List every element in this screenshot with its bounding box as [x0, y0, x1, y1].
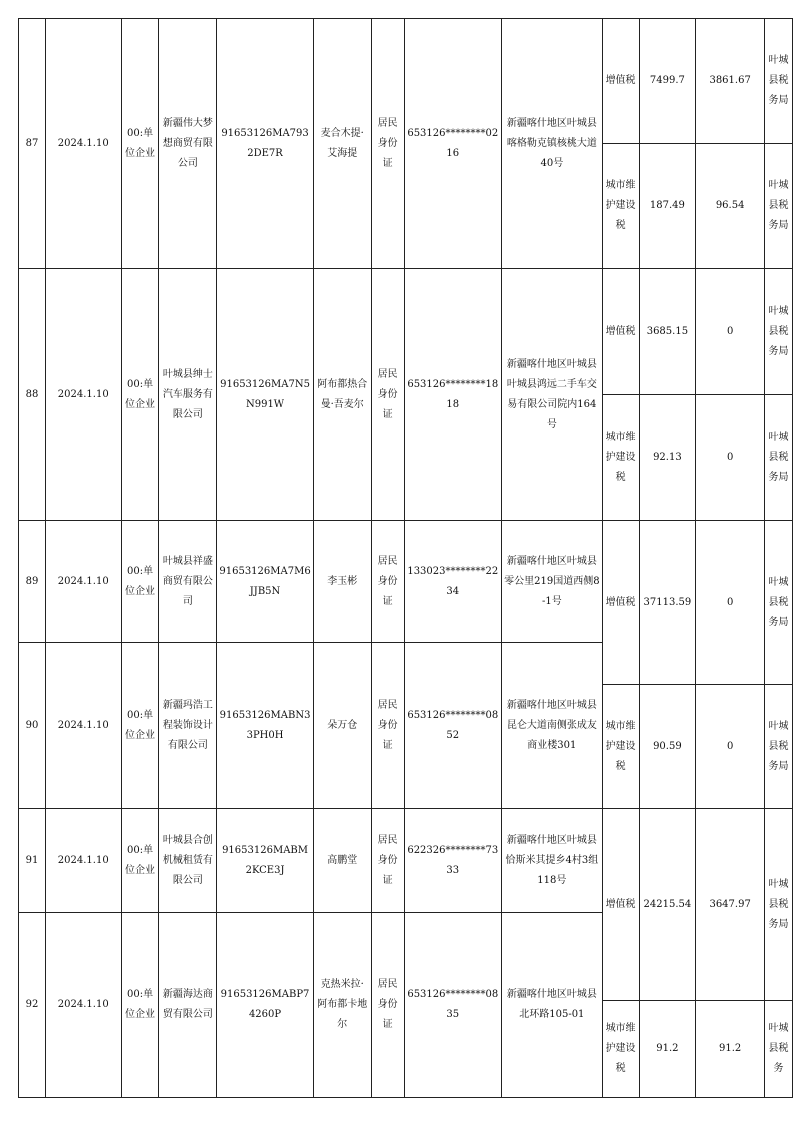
id-number: 133023********2234 [404, 521, 502, 643]
credit-code: 91653126MA7N5N991W [217, 269, 314, 521]
record-date: 2024.1.10 [45, 521, 121, 643]
id-type: 居民身份证 [371, 809, 404, 913]
tax-amount-due: 0 [696, 395, 765, 521]
row-number: 91 [19, 809, 46, 913]
table-row [19, 269, 793, 395]
address: 新疆喀什地区叶城县恰斯米其提乡4村3组118号 [502, 809, 603, 913]
id-number: 653126********0835 [404, 913, 502, 1098]
legal-person: 高鹏堂 [313, 809, 371, 913]
table-row [19, 521, 793, 643]
id-type: 居民身份证 [371, 643, 404, 809]
tax-office: 叶城县税务局 [765, 395, 793, 521]
address: 新疆喀什地区叶城县昆仑大道南侧张成友商业楼301 [502, 643, 603, 809]
tax-amount: 92.13 [639, 395, 696, 521]
row-number: 90 [19, 643, 46, 809]
id-type: 居民身份证 [371, 521, 404, 643]
tax-kind: 增值税 [602, 521, 639, 685]
tax-amount-due: 3861.67 [696, 19, 765, 144]
id-type: 居民身份证 [371, 19, 404, 269]
tax-office: 叶城县税务局 [765, 521, 793, 685]
tax-office: 叶城县税务 [765, 1001, 793, 1098]
address: 新疆喀什地区叶城县喀格勒克镇核桃大道40号 [502, 19, 603, 269]
tax-amount: 24215.54 [639, 809, 696, 1001]
tax-kind: 增值税 [602, 809, 639, 1001]
company-name: 叶城县合创机械租赁有限公司 [159, 809, 217, 913]
table-row [19, 809, 793, 913]
company-name: 新疆海达商贸有限公司 [159, 913, 217, 1098]
row-number: 87 [19, 19, 46, 269]
table-row [19, 19, 793, 144]
legal-person: 李玉彬 [313, 521, 371, 643]
id-number: 622326********7333 [404, 809, 502, 913]
id-type: 居民身份证 [371, 913, 404, 1098]
tax-table [18, 18, 793, 1098]
credit-code: 91653126MA7M6JJB5N [217, 521, 314, 643]
entity-type: 00:单位企业 [121, 269, 159, 521]
company-name: 叶城县祥盛商贸有限公司 [159, 521, 217, 643]
tax-kind: 城市维护建设税 [602, 144, 639, 269]
company-name: 叶城县绅士汽车服务有限公司 [159, 269, 217, 521]
row-number: 89 [19, 521, 46, 643]
credit-code: 91653126MA7932DE7R [217, 19, 314, 269]
company-name: 新疆玛浩工程装饰设计有限公司 [159, 643, 217, 809]
address: 新疆喀什地区叶城县北环路105-01 [502, 913, 603, 1098]
entity-type: 00:单位企业 [121, 521, 159, 643]
legal-person: 克热米拉·阿布都卡地尔 [313, 913, 371, 1098]
tax-amount-due: 96.54 [696, 144, 765, 269]
record-date: 2024.1.10 [45, 19, 121, 269]
tax-office: 叶城县税务局 [765, 809, 793, 1001]
legal-person: 麦合木提·艾海提 [313, 19, 371, 269]
credit-code: 91653126MABM2KCE3J [217, 809, 314, 913]
address: 新疆喀什地区叶城县零公里219国道西侧8-1号 [502, 521, 603, 643]
tax-amount-due: 3647.97 [696, 809, 765, 1001]
credit-code: 91653126MABN33PH0H [217, 643, 314, 809]
record-date: 2024.1.10 [45, 913, 121, 1098]
tax-amount: 91.2 [639, 1001, 696, 1098]
tax-kind: 城市维护建设税 [602, 685, 639, 809]
tax-kind: 城市维护建设税 [602, 1001, 639, 1098]
legal-person: 朵万仓 [313, 643, 371, 809]
address: 新疆喀什地区叶城县叶城县鸿远二手车交易有限公司院内164号 [502, 269, 603, 521]
record-date: 2024.1.10 [45, 269, 121, 521]
tax-office: 叶城县税务局 [765, 685, 793, 809]
tax-kind: 增值税 [602, 19, 639, 144]
tax-amount-due: 91.2 [696, 1001, 765, 1098]
tax-amount: 90.59 [639, 685, 696, 809]
tax-office: 叶城县税务局 [765, 19, 793, 144]
entity-type: 00:单位企业 [121, 643, 159, 809]
tax-amount-due: 0 [696, 685, 765, 809]
id-number: 653126********1818 [404, 269, 502, 521]
row-number: 92 [19, 913, 46, 1098]
entity-type: 00:单位企业 [121, 809, 159, 913]
tax-kind: 增值税 [602, 269, 639, 395]
entity-type: 00:单位企业 [121, 913, 159, 1098]
tax-amount-due: 0 [696, 521, 765, 685]
row-number: 88 [19, 269, 46, 521]
id-type: 居民身份证 [371, 269, 404, 521]
tax-amount: 3685.15 [639, 269, 696, 395]
tax-amount: 187.49 [639, 144, 696, 269]
company-name: 新疆伟大梦想商贸有限公司 [159, 19, 217, 269]
tax-amount-due: 0 [696, 269, 765, 395]
tax-office: 叶城县税务局 [765, 144, 793, 269]
entity-type: 00:单位企业 [121, 19, 159, 269]
tax-record-sheet [18, 18, 793, 1098]
legal-person: 阿布都热合曼·吾麦尔 [313, 269, 371, 521]
id-number: 653126********0852 [404, 643, 502, 809]
record-date: 2024.1.10 [45, 809, 121, 913]
tax-amount: 37113.59 [639, 521, 696, 685]
record-date: 2024.1.10 [45, 643, 121, 809]
tax-office: 叶城县税务局 [765, 269, 793, 395]
credit-code: 91653126MABP74260P [217, 913, 314, 1098]
tax-kind: 城市维护建设税 [602, 395, 639, 521]
tax-amount: 7499.7 [639, 19, 696, 144]
id-number: 653126********0216 [404, 19, 502, 269]
